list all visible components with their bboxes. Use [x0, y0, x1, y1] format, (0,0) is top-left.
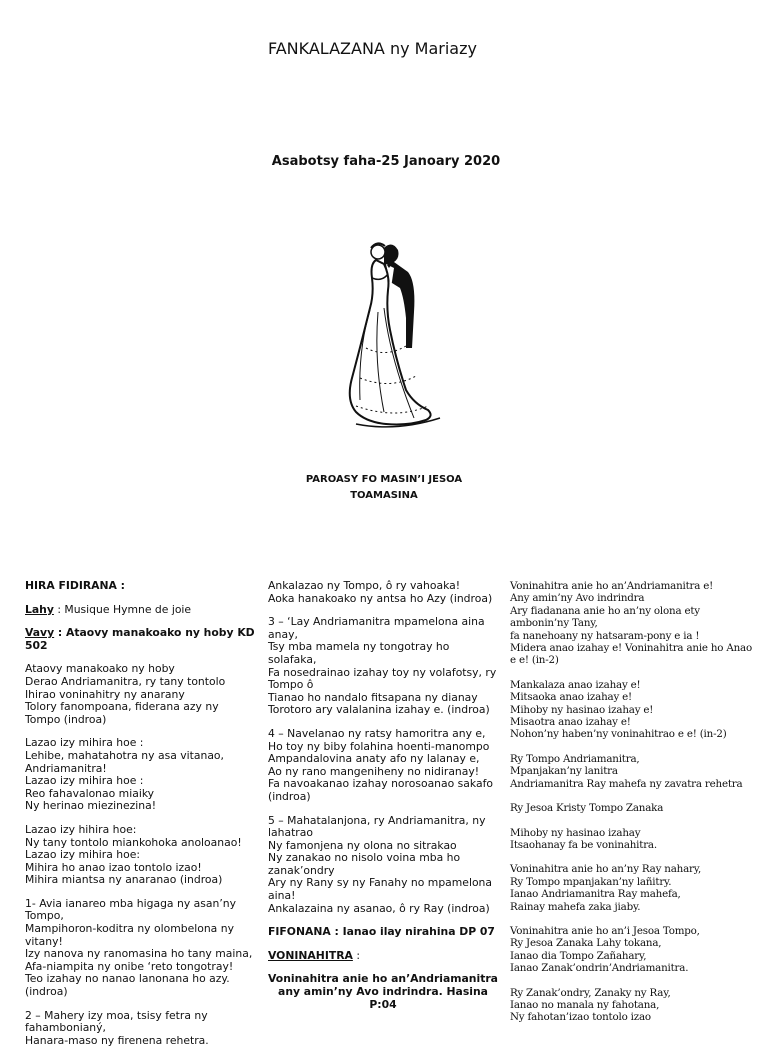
lahy-line	[25, 604, 257, 617]
voninahitra-label: VONINAHITRA	[268, 948, 353, 962]
column-3	[510, 580, 760, 1036]
lahy-text: : Musique Hymne de joie	[53, 602, 192, 616]
section-heading-hira-fidirana: HIRA FIDIRANA :	[25, 579, 125, 592]
fifonana-line	[268, 926, 498, 939]
stanza: Ankalazao ny Tompo, ô ry vahoaka! Aoka hanakoako ny antsa ho Azy (indroa)	[268, 579, 493, 605]
parish-line-1: PAROASY FO MASIN’I JESOA	[305, 474, 463, 485]
voninahitra-text: :	[352, 948, 360, 962]
stanza: Ataovy manakoako ny hoby Derao Andriamanitra, ry tany tontolo Ihirao voninahitry ny anarany Tolory fanompoana, fiderana azy ny Tompo (indroa)	[25, 662, 226, 726]
vavy-text: : Ataovy manakoako ny hoby KD 502	[25, 626, 255, 652]
stanza: Voninahitra anie ho an’ny Ray nahary, Ry Tompo mpanjakan’ny lañitry. Ianao Andriamanitra Ray mahefa, Rainay mahefa zaka jiaby.	[510, 863, 702, 913]
stanza: Lazao izy mihira hoe : Lehibe, mahatahotra ny asa vitanao, Andriamanitra! Lazao izy mihira hoe : Reo fahavalonao miaiky Ny herinao miezinezina!	[25, 736, 224, 813]
stanza: Lazao izy hihira hoe: Ny tany tontolo miankohoka anoloanao! Lazao izy mihira hoe: Mihira ho anao izao tontolo izao! Mihira miantsa ny anaranao (indroa)	[25, 822, 242, 887]
fifonana-text: : Ianao ilay nirahina DP 07	[330, 925, 495, 939]
ceremony-date: Asabotsy faha-25 Janoary 2020	[271, 154, 501, 169]
parish-name	[268, 472, 500, 504]
stanza: Ry Jesoa Kristy Tompo Zanaka	[510, 802, 664, 815]
column-1	[25, 580, 257, 1058]
page-title: FANKALAZANA ny Mariazy	[268, 39, 477, 58]
stanza: Voninahitra anie ho an’i Jesoa Tompo, Ry Jesoa Zanaka Lahy tokana, Ianao dia Tompo Zañahary, Ianao Zanak’ondrin’Andriamanitra.	[510, 924, 700, 975]
column-2	[268, 580, 498, 1022]
fifonana-label: FIFONANA	[268, 925, 331, 939]
parish-line-2: TOAMASINA	[350, 490, 418, 501]
stanza: Ry Zanak’ondry, Zanaky ny Ray, Ianao no manala ny fahotana, Ny fahotan’izao tontolo izao	[510, 986, 671, 1024]
vavy-line	[25, 627, 257, 652]
voninahitra-line	[268, 950, 498, 963]
stanza: 4 – Navelanao ny ratsy hamoritra any e, Ho toy ny biby folahina hoenti-manompo Ampandalovina anaty afo ny lalanay e, Ao ny rano mangeniheny no nidiranay! Fa navoakanao izahay norosoanao sakafo (indroa)	[268, 726, 494, 803]
stanza: 1- Avia ianareo mba higaga ny asan’ny Tompo, Mampihoron-koditra ny olombelona ny vitany! Izy nanova ny ranomasina ho tany maina, Afa-niampita ny onibe ‘reto tongotray! Teo izahay no nanao lanonana ho azy. (indroa)	[25, 896, 253, 999]
voninahitra-title: Voninahitra anie ho an’Andriamanitra any amin’ny Avo indrindra. Hasina P:04	[268, 972, 498, 1011]
stanza: 2 – Mahery izy moa, tsisy fetra ny fahambonianý, Hanara-maso ny firenena rehetra.	[25, 1008, 209, 1047]
stanza: 5 – Mahatalanjona, ry Andriamanitra, ny lahatrao Ny famonjena ny olona no sitrakao Ny zanakao no nisolo voina mba ho zanak’ondry Ary ny Rany sy ny Fanahy no mpamelona aina! Ankalazaina ny asanao, ô ry Ray (indroa)	[268, 813, 493, 915]
stanza: Ry Tompo Andriamanitra, Mpanjakan’ny lanitra Andriamanitra Ray mahefa ny zavatra rehetra	[510, 752, 743, 790]
vavy-label: Vavy	[25, 626, 55, 640]
stanza: Voninahitra anie ho an’Andriamanitra e! Any amin’ny Avo indrindra Ary fiadanana anie ho an’ny olona ety ambonin’ny Tany, fa nanehoany ny hatsaram-pony e ia ! Midera anao izahay e! Voninahitra anie ho Anao e e! (in-2)	[510, 580, 752, 667]
stanza: Mihoby ny hasinao izahay Itsaohanay fa be voninahitra.	[510, 826, 657, 851]
bride-groom-illustration	[326, 238, 456, 438]
lahy-label: Lahy	[25, 602, 54, 616]
stanza: Mankalaza anao izahay e! Mitsaoka anao izahay e! Mihoby ny hasinao izahay e! Misaotra anao izahay e! Nohon’ny haben’ny voninahitrao e e! (in-2)	[510, 678, 727, 741]
stanza: 3 – ‘Lay Andriamanitra mpamelona aina anay, Tsy mba mamela ny tongotray ho solafaka, Fa nosedrainao izahay toy ny volafotsy, ry Tompo ô Tianao ho nandalo fitsapana ny dianay Torotoro ary valalanina izahay e. (indroa)	[268, 615, 497, 717]
